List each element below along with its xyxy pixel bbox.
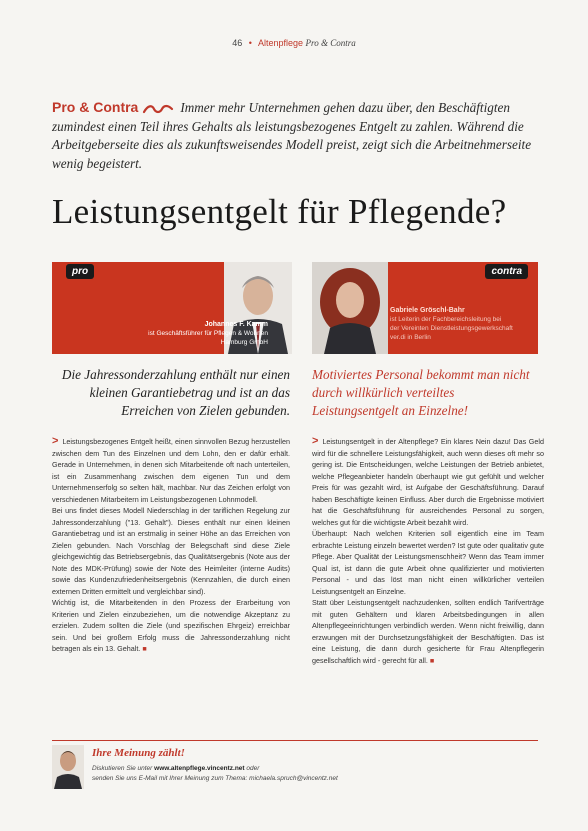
person-icon (52, 745, 84, 789)
swirl-ornament-icon (142, 103, 174, 115)
pro-paragraph: Wichtig ist, die Mitarbeitenden in den Prozess der Erarbeitung von Kriterien und Zielen einzubeziehen, um die notwendige Akzeptanz zu erzielen. Zudem sollten die Ziele (und spezifischen Ehrgeiz) erreichbar sein. Und bei großem Erfolg muss die Jahressonderzahlung nicht betragen als ein 13. Gehalt. ■ (52, 598, 290, 653)
intro (52, 98, 542, 173)
feedback-title: Ihre Meinung zählt! (92, 747, 185, 759)
contra-author-panel (312, 262, 538, 354)
pro-caption (148, 320, 268, 347)
page-number: 46 (232, 38, 243, 48)
header-section: Pro & Contra (305, 38, 356, 48)
end-mark-icon: ■ (142, 644, 147, 653)
contra-author-name: Gabriele Gröschl-Bahr (390, 307, 465, 314)
intro-text: Immer mehr Unternehmen gehen dazu über, den Beschäftigten zumindest einen Teil ihres Gehalts als leistungsbezogenes Entgelt zu zahlen. Während die Arbeitgeberseite dies als zukunftsweisendes Modell preist, zeigt sich die Arbeitnehmerseite wenig begeistert. (52, 100, 532, 171)
running-head (0, 38, 588, 48)
chevron-right-icon: > (312, 435, 319, 447)
contra-tag: contra (485, 264, 528, 279)
pro-author-name: Johannes F. Kamm (204, 321, 268, 328)
contra-paragraph: Überhaupt: Nach welchen Kriterien soll eigentlich eine im Team erbrachte Leistung einzeln bewertet werden? Ist gute oder qualitativ gute Pflege. Aber Qualität der Leistungsmenschheit? Wenn das Team immer Qual ist, ist dann die gute Arbeit ohne qualifizierter und motivierten Personal - und das löst man nicht einen willkürlicher verteilen Leistungsentgelt an Einzelne. (312, 529, 544, 596)
contra-author-city: ver.di in Berlin (390, 334, 431, 341)
pro-body (52, 436, 290, 655)
contra-author-org: der Vereinten Dienstleistungsgewerkschaft (390, 325, 513, 332)
feedback-box (52, 740, 538, 794)
intro-kicker: Pro & Contra (52, 99, 139, 115)
header-brand: Altenpflege (257, 38, 304, 48)
feedback-line-1: Diskutieren Sie unter www.altenpflege.vincentz.net oder (92, 765, 260, 772)
editor-portrait (52, 745, 84, 789)
pro-paragraph: Bei uns findet dieses Modell Niederschlag in der tariflichen Regelung zur Jahressonderzahlung ("13. Gehalt"). Dieses enthält nur einen kleinen Garantiebetrag und ist an erstmalig in seiner Höhe an das Erreichen von Zielen gebunden. Nach Vorschlag der Belegschaft sind diese Ziele gleichgewichtig das Betriebsergebnis, das Qualitätsergebnis (Note aus der Note des MDK-Prüfung) sowie der Note des Heimleiter (interne Audits) sowie das Kundenzufriedenheitsergebnis (Kennzahlen, die durch einen externen Dritten ermittelt und vergleichbar sind). (52, 506, 290, 596)
page-title: Leistungsentgelt für Pflegende? (52, 192, 507, 231)
contra-body (312, 436, 544, 666)
pro-pull-quote: Die Jahressonderzahlung enthält nur einen kleinen Garantiebetrag und ist an das Erreichen von Zielen gebunden. (61, 367, 290, 418)
feedback-url-link[interactable]: www.altenpflege.vincentz.net (154, 765, 245, 772)
feedback-line-2: senden Sie uns E-Mail mit Ihrer Meinung zum Thema: michaela.spruch@vincentz.net (92, 775, 338, 782)
header-separator: • (248, 38, 252, 48)
pro-column (52, 366, 290, 655)
contra-column (312, 366, 544, 666)
end-mark-icon: ■ (429, 655, 435, 665)
pro-paragraph: > Leistungsbezogenes Entgelt heißt, einen sinnvollen Bezug herzustellen zwischen dem Tun des Einzelnen und dem Lohn, den er dafür erhält. Gerade in Unternehmen, in denen sich Mitarbeitende oft nach unterteilen, ist ein Zusammenhang zwischen dem eigenen Tun und dem Unternehmenserfolg so selten hält, machbar. Nur das Zeichen erfolgt von verschiedenen Mitarbeitern im Leistungsbezogenen Lohnmodell. (52, 435, 290, 504)
pro-author-role: ist Geschäftsführer für Pflegen & Wohnen (148, 330, 268, 337)
contra-author-role: ist Leiterin der Fachbereichsleitung bei (390, 316, 502, 323)
contra-caption (390, 306, 530, 342)
contra-pull-quote: Motiviertes Personal bekommt man nicht durch willkürlich verteiltes Leistungsentgelt an Einzelne! (312, 367, 530, 418)
pro-author-org: Hamburg GmbH (220, 339, 268, 346)
contra-paragraph: > Leistungsentgelt in der Altenpflege? Ein klares Nein dazu! Das Geld wird für die schnellere Leistungsfähigkeit, auch wenn dieses oft mehr so gering ist. Die Entscheidungen, welche Leistungen der Betrieb anbietet, welche Pflegeanbieter handeln überhaupt wie gut gefühlt und welcher Preis für was gezahlt wird, ist Aufgabe der Geschäftsführung. Darauf haben Beschäftigte keinen Einfluss. Aber durch die Ergebnisse motiviert hat die Geschäftsführung für ausreichendes Personal zu sorgen, welches gut für die wichtigste Arbeit bezahlt wird. (312, 435, 544, 527)
pro-author-panel (52, 262, 292, 354)
contra-paragraph: Statt über Leistungsentgelt nachzudenken, sollten endlich Tarifverträge mit guten Gehältern und klaren Arbeitsbedingungen in allen Altenpflegeeinrichtungen verbindlich werden. Wenn nicht freiwillig, dann erzwungen mit der Durchsetzungsfähigkeit der Beschäftigten. Das ist eine Leistung, die dann durch gesicherte für Frau Altenpflegerin gesellschaftlich wird - gerecht für all. ■ (312, 598, 544, 665)
chevron-right-icon: > (52, 435, 59, 447)
pro-tag: pro (66, 264, 94, 279)
